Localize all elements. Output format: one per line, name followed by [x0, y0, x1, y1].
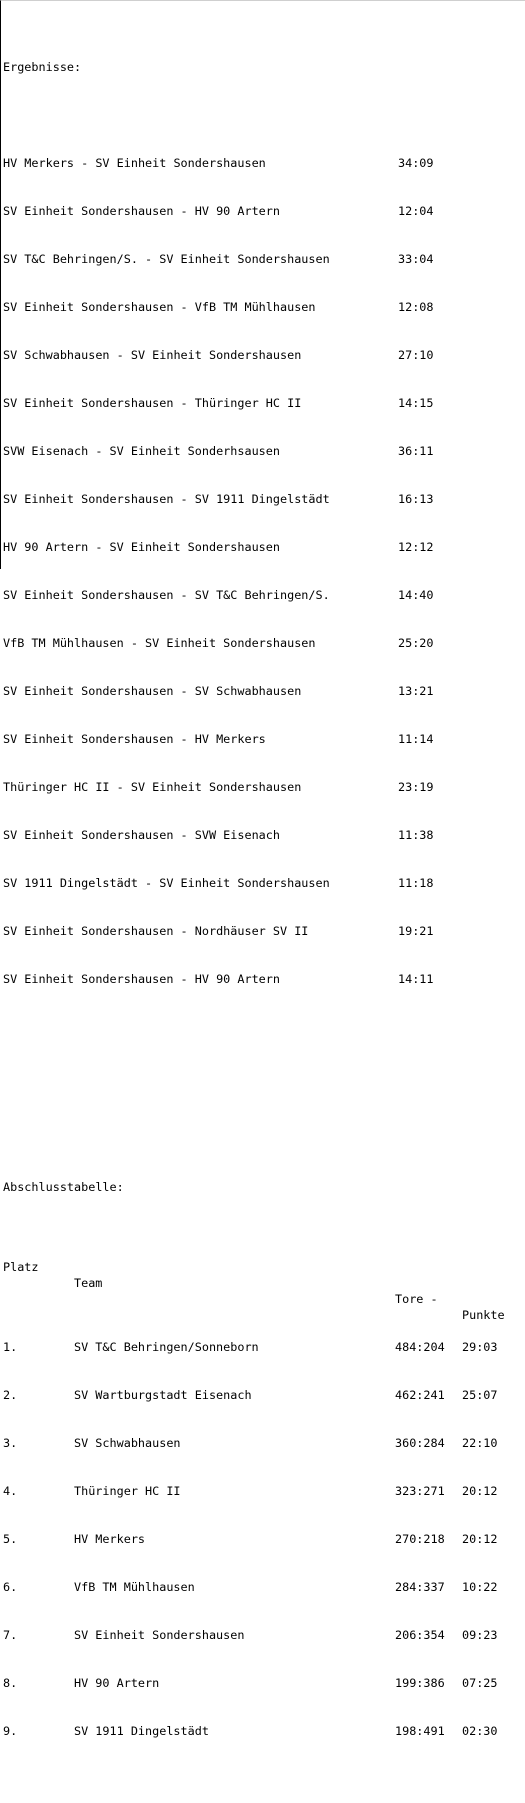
match-text: SV Einheit Sondershausen - VfB TM Mühlhausen — [3, 300, 316, 314]
column-header-platz: Platz — [3, 1260, 39, 1274]
column-header-punkte: Punkte — [462, 1308, 505, 1322]
match-text: Thüringer HC II - SV Einheit Sondershausen — [3, 780, 302, 794]
match-score: 33:04 — [398, 252, 434, 266]
results-list — [3, 123, 434, 1019]
match-text: SV T&C Behringen/S. - SV Einheit Sondershausen — [3, 252, 330, 266]
match-score: 12:12 — [398, 540, 434, 554]
tore-cell: 462:241 — [395, 1388, 445, 1402]
table-row — [3, 1579, 498, 1595]
result-row — [3, 251, 434, 267]
match-text: SV Einheit Sondershausen - SVW Eisenach — [3, 828, 280, 842]
team-cell: SV Schwabhausen — [74, 1436, 181, 1450]
match-text: SV Einheit Sondershausen - HV Merkers — [3, 732, 266, 746]
match-text: SV Einheit Sondershausen - SV Schwabhausen — [3, 684, 302, 698]
platz-cell: 7. — [3, 1628, 18, 1642]
match-score: 11:14 — [398, 732, 434, 746]
result-row — [3, 587, 434, 603]
punkte-cell: 29:03 — [462, 1340, 498, 1354]
result-row — [3, 395, 434, 411]
table-row — [3, 1483, 498, 1499]
match-score: 34:09 — [398, 156, 434, 170]
result-row — [3, 155, 434, 171]
punkte-cell: 07:25 — [462, 1676, 498, 1690]
table-heading: Abschlusstabelle: — [3, 1180, 124, 1194]
punkte-cell: 10:22 — [462, 1580, 498, 1594]
match-text: SV Einheit Sondershausen - HV 90 Artern — [3, 972, 280, 986]
match-score: 14:11 — [398, 972, 434, 986]
platz-cell: 6. — [3, 1580, 18, 1594]
tore-cell: 206:354 — [395, 1628, 445, 1642]
match-text: SVW Eisenach - SV Einheit Sonderhsausen — [3, 444, 280, 458]
match-score: 27:10 — [398, 348, 434, 362]
team-cell: SV Einheit Sondershausen — [74, 1628, 245, 1642]
match-score: 14:15 — [398, 396, 434, 410]
match-text: VfB TM Mühlhausen - SV Einheit Sondershausen — [3, 636, 316, 650]
punkte-cell: 09:23 — [462, 1628, 498, 1642]
match-score: 25:20 — [398, 636, 434, 650]
match-score: 19:21 — [398, 924, 434, 938]
result-row — [3, 827, 434, 843]
match-score: 11:18 — [398, 876, 434, 890]
punkte-cell: 22:10 — [462, 1436, 498, 1450]
table-row — [3, 1627, 498, 1643]
team-cell: SV Wartburgstadt Eisenach — [74, 1388, 252, 1402]
result-row — [3, 203, 434, 219]
result-row — [3, 875, 434, 891]
table-row — [3, 1387, 498, 1403]
results-heading: Ergebnisse: — [3, 60, 82, 74]
team-cell: SV T&C Behringen/Sonneborn — [74, 1340, 259, 1354]
table-row — [3, 1435, 498, 1451]
table-row — [3, 1675, 498, 1691]
match-score: 12:08 — [398, 300, 434, 314]
column-header-team: Team — [74, 1276, 103, 1290]
match-score: 23:19 — [398, 780, 434, 794]
team-cell: VfB TM Mühlhausen — [74, 1580, 195, 1594]
team-cell: HV Merkers — [74, 1532, 146, 1546]
match-text: SV Einheit Sondershausen - SV 1911 Dingelstädt — [3, 492, 330, 506]
platz-cell: 9. — [3, 1724, 18, 1738]
result-row — [3, 635, 434, 651]
match-score: 36:11 — [398, 444, 434, 458]
result-row — [3, 971, 434, 987]
match-text: SV Einheit Sondershausen - Thüringer HC II — [3, 396, 302, 410]
result-row — [3, 683, 434, 699]
punkte-cell: 20:12 — [462, 1484, 498, 1498]
result-row — [3, 443, 434, 459]
table-header-row — [3, 1243, 505, 1322]
match-text: SV Einheit Sondershausen - SV T&C Behringen/S. — [3, 588, 330, 602]
result-row — [3, 779, 434, 795]
tore-cell: 484:204 — [395, 1340, 445, 1354]
punkte-cell: 25:07 — [462, 1388, 498, 1402]
match-score: 16:13 — [398, 492, 434, 506]
match-score: 12:04 — [398, 204, 434, 218]
team-cell: Thüringer HC II — [74, 1484, 181, 1498]
match-text: SV Einheit Sondershausen - HV 90 Artern — [3, 204, 280, 218]
match-text: SV 1911 Dingelstädt - SV Einheit Sondershausen — [3, 876, 330, 890]
result-row — [3, 347, 434, 363]
tore-cell: 360:284 — [395, 1436, 445, 1450]
team-cell: HV 90 Artern — [74, 1676, 160, 1690]
result-row — [3, 299, 434, 315]
tore-cell: 270:218 — [395, 1532, 445, 1546]
column-header-tore: Tore - — [395, 1292, 438, 1306]
table-row — [3, 1723, 498, 1739]
match-score: 11:38 — [398, 828, 434, 842]
match-score: 14:40 — [398, 588, 434, 602]
table-row — [3, 1339, 498, 1355]
platz-cell: 4. — [3, 1484, 18, 1498]
match-text: HV Merkers - SV Einheit Sondershausen — [3, 156, 266, 170]
punkte-cell: 20:12 — [462, 1532, 498, 1546]
team-cell: SV 1911 Dingelstädt — [74, 1724, 209, 1738]
platz-cell: 5. — [3, 1532, 18, 1546]
result-row — [3, 491, 434, 507]
table-row — [3, 1531, 498, 1547]
punkte-cell: 02:30 — [462, 1724, 498, 1738]
tore-cell: 198:491 — [395, 1724, 445, 1738]
result-row — [3, 539, 434, 555]
match-text: SV Schwabhausen - SV Einheit Sondershausen — [3, 348, 302, 362]
results-document — [3, 11, 505, 1803]
platz-cell: 1. — [3, 1340, 18, 1354]
match-text: SV Einheit Sondershausen - Nordhäuser SV II — [3, 924, 309, 938]
result-row — [3, 923, 434, 939]
platz-cell: 2. — [3, 1388, 18, 1402]
spacer — [3, 1067, 124, 1083]
tore-cell: 284:337 — [395, 1580, 445, 1594]
match-text: HV 90 Artern - SV Einheit Sondershausen — [3, 540, 280, 554]
platz-cell: 3. — [3, 1436, 18, 1450]
tore-cell: 323:271 — [395, 1484, 445, 1498]
platz-cell: 8. — [3, 1676, 18, 1690]
match-score: 13:21 — [398, 684, 434, 698]
result-row — [3, 731, 434, 747]
spacer — [3, 1115, 124, 1131]
tore-cell: 199:386 — [395, 1676, 445, 1690]
